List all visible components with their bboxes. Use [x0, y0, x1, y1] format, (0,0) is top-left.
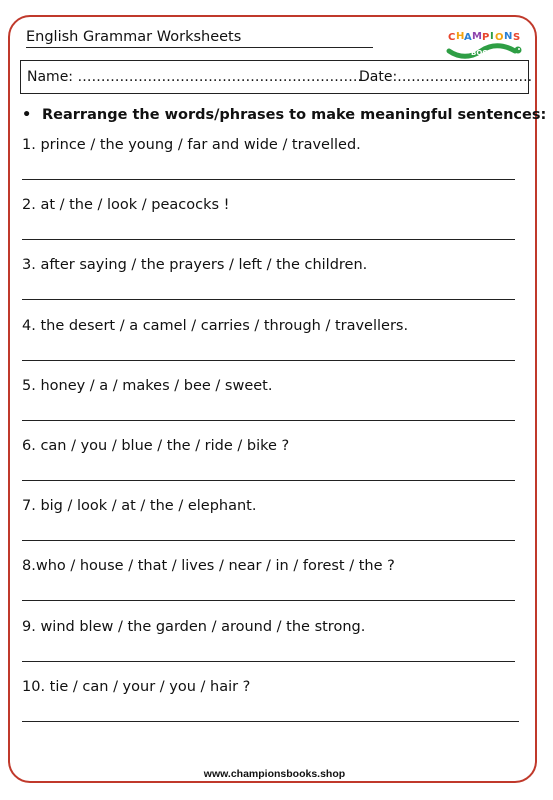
- svg-text:H: H: [456, 31, 465, 42]
- worksheet-frame: [8, 15, 547, 783]
- answer-line[interactable]: [22, 360, 515, 361]
- svg-text:O: O: [495, 32, 504, 43]
- question-item: [22, 617, 527, 677]
- answer-line[interactable]: [22, 179, 515, 180]
- question-text: 8.who / house / that / lives / near / in / forest / the ?: [22, 558, 395, 575]
- question-text: 2. at / the / look / peacocks !: [22, 197, 230, 214]
- worksheet-title: English Grammar Worksheets: [26, 28, 373, 48]
- question-item: [22, 436, 527, 496]
- answer-line[interactable]: [22, 480, 515, 481]
- name-field[interactable]: Name: …………………………………………………….: [27, 69, 362, 85]
- question-item: [22, 556, 527, 616]
- champions-books-logo-image: [445, 25, 525, 61]
- svg-text:N: N: [504, 31, 513, 42]
- question-text: 10. tie / can / your / you / hair ?: [22, 678, 251, 695]
- question-item: [22, 376, 527, 436]
- answer-line[interactable]: [22, 299, 515, 300]
- answer-line[interactable]: [22, 600, 515, 601]
- svg-text:C: C: [448, 32, 456, 43]
- answer-line[interactable]: [22, 420, 515, 421]
- answer-line[interactable]: [22, 540, 515, 541]
- question-item: [22, 135, 527, 195]
- instruction-text: Rearrange the words/phrases to make meaningful sentences:: [42, 107, 547, 123]
- question-text: 3. after saying / the prayers / left / the children.: [22, 257, 368, 274]
- footer-url[interactable]: www.championsbooks.shop: [203, 768, 346, 780]
- question-text: 4. the desert / a camel / carries / through / travellers.: [22, 317, 409, 334]
- date-field[interactable]: Date:………………………..: [359, 69, 533, 85]
- svg-text:M: M: [472, 31, 482, 42]
- svg-text:A: A: [464, 32, 472, 43]
- svg-text:S: S: [513, 32, 521, 43]
- question-text: 9. wind blew / the garden / around / the strong.: [22, 618, 366, 635]
- question-item: [22, 677, 527, 737]
- question-text: 1. prince / the young / far and wide / travelled.: [22, 137, 361, 153]
- question-item: [22, 316, 527, 376]
- bullet: •: [22, 107, 32, 123]
- name-date-box: [20, 60, 533, 94]
- svg-text:P: P: [482, 32, 490, 43]
- question-text: 7. big / look / at / the / elephant.: [22, 498, 257, 515]
- svg-text:I: I: [490, 31, 494, 42]
- svg-text:BOOKS: BOOKS: [471, 49, 499, 57]
- instruction: [22, 107, 546, 123]
- question-list: [22, 135, 527, 737]
- answer-line[interactable]: [22, 239, 515, 240]
- question-item: [22, 255, 527, 315]
- question-text: 5. honey / a / makes / bee / sweet.: [22, 377, 273, 394]
- question-item: [22, 195, 527, 255]
- answer-line[interactable]: [22, 721, 519, 722]
- answer-line[interactable]: [22, 661, 515, 662]
- question-text: 6. can / you / blue / the / ride / bike ?: [22, 437, 290, 454]
- question-item: [22, 496, 527, 556]
- champions-books-logo: [445, 25, 525, 61]
